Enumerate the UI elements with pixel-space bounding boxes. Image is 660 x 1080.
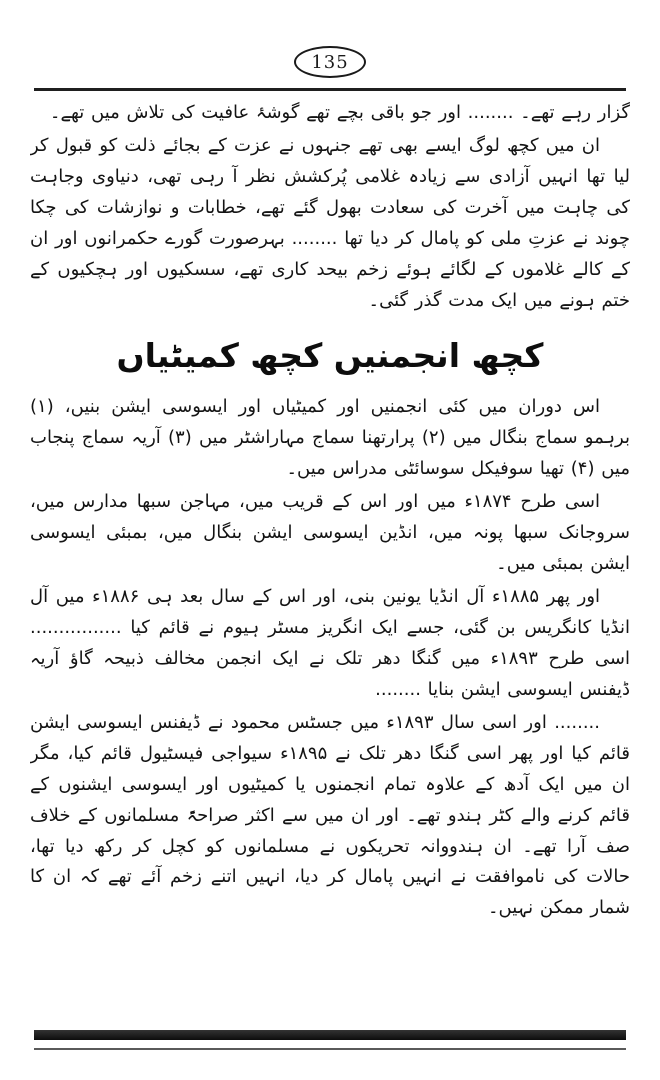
paragraph: ........ اور اسی سال ۱۸۹۳ء میں جسٹس محمود نے ڈیفنس ایسوسی ایشن قائم کیا اور پھر اسی گنگا دھر تلک نے ۱۸۹۵ء سیواجی فیسٹیول قائم کیا، مگر ان میں ایک آدھ کے علاوہ تمام انجمنوں یا کمیٹیوں اور ایسوسی ایشنوں کے قائم کرنے والے کٹر ہندو تھے۔ اور ان میں سے اکثر صراحۃً مسلمانوں کے خلاف صف آرا تھے۔ ان ہندووانہ تحریکوں نے مسلمانوں کو کچل کر رکھ دیا تھا، حالات کی ناموافقت نے انہیں پامال کر دیا، انہیں اتنے زخم آئے تھے کہ ان کا شمار ممکن نہیں۔ bbox=[30, 711, 630, 919]
text-body bbox=[30, 98, 630, 1020]
paragraph: اسی طرح ۱۸۷۴ء میں اور اس کے قریب میں، مہاجن سبھا مدارس میں، سروجانک سبھا پونہ میں، انڈین ایسوسی ایشن بنگال میں، بمبئی ایسوسی ایشن بمبئی میں۔ bbox=[30, 491, 630, 574]
paragraph: ان میں کچھ لوگ ایسے بھی تھے جنہوں نے عزت کے بجائے ذلت کو قبول کر لیا تھا انہیں آزادی سے زیادہ غلامی پُرکشش نظر آ رہی تھی، دنیاوی وجاہت کی چاہت میں آخرت کی سعادت بھول گئے تھے، خطابات و نوازشات کی چکا چوند نے عزتِ ملی کو پامال کر دیا تھا ........ بہرصورت گورے حکمرانوں اور ان کے کالے غلاموں کے لگائے ہوئے زخم بیحد کاری تھے، سسکیوں اور ہچکیوں کے ختم ہونے میں ایک مدت گذر گئی۔ bbox=[30, 134, 630, 311]
page-number: 135 bbox=[311, 51, 349, 73]
page-number-badge bbox=[294, 46, 366, 78]
paragraph: اس دوران میں کئی انجمنیں اور کمیٹیاں اور ایسوسی ایشن بنیں، (۱) برہمو سماج بنگال میں (۲) پرارتھنا سماج مہاراشٹر میں (۳) آریہ سماج پنجاب میں (۴) تھیا سوفیکل سوسائٹی مدراس میں۔ bbox=[30, 396, 630, 480]
bottom-rule-thick bbox=[34, 1030, 626, 1040]
paragraph-continuation: گزار رہے تھے۔ ........ اور جو باقی بچے تھے گوشۂ عافیت کی تلاش میں تھے۔ bbox=[49, 102, 630, 123]
paragraph: اور پھر ۱۸۸۵ء آل انڈیا یونین بنی، اور اس کے سال بعد ہی ۱۸۸۶ء میں آل انڈیا کانگریس بن گئی، جسے ایک انگریز مسٹر ہیوم نے قائم کیا ................ اسی طرح ۱۸۹۳ء میں گنگا دھر تلک نے ایک انجمن مخالف ذبیحہ گاؤ آریہ ڈیفنس ایسوسی ایشن بنایا ........ bbox=[30, 585, 630, 700]
bottom-rule-thin bbox=[34, 1048, 626, 1050]
section-heading: کچھ انجمنیں کچھ کمیٹیاں bbox=[116, 335, 544, 375]
top-rule-divider bbox=[34, 88, 626, 91]
